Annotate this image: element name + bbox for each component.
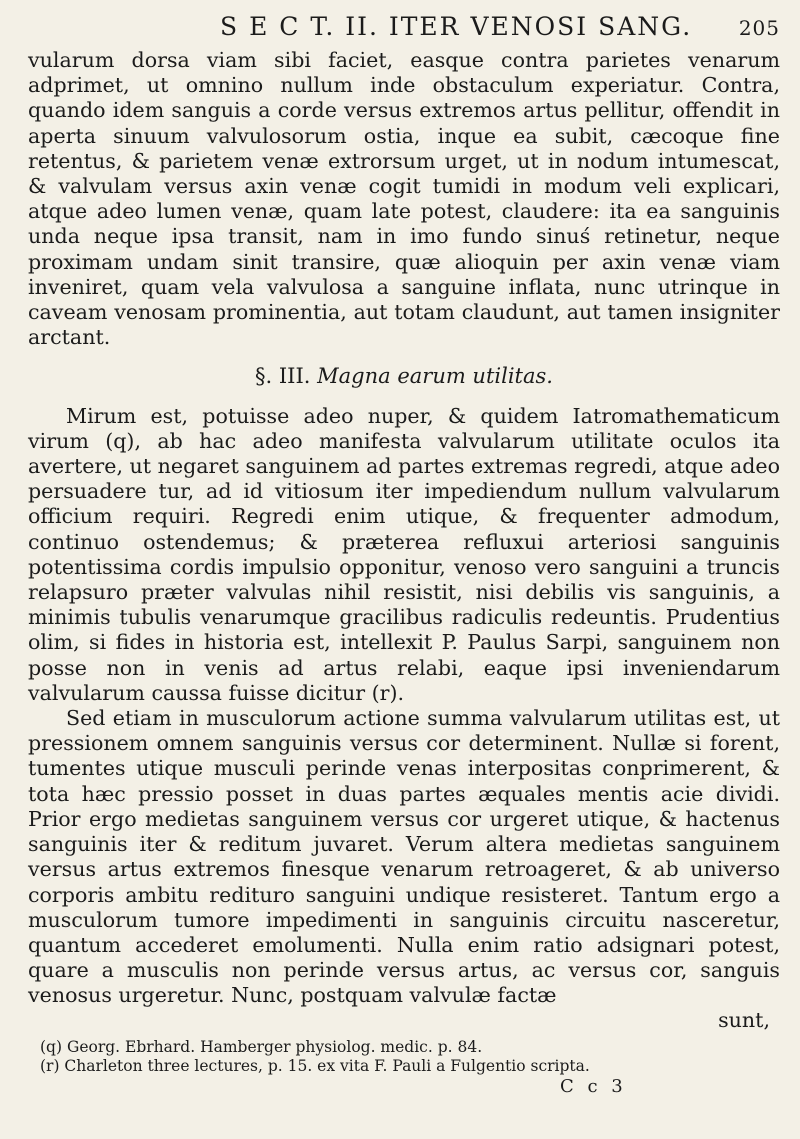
footnote-r: (r) Charleton three lectures, p. 15. ex vita F. Pauli a Fulgentio scripta. [40, 1057, 590, 1075]
main-text [28, 48, 780, 1009]
signature-mark: C c 3 [560, 1076, 627, 1097]
paragraph-1: vularum dorsa viam sibi faciet, easque contra parietes venarum adprimet, ut omnino nullum inde obstaculum experiatur. Contra, quando idem sanguis a corde versus extremos artus pellitur, offendit in aperta sinuum valvulosorum ostia, inque ea subit, cæcoque fine retentus, & parietem venæ extrorsum urget, ut in nodum intumescat, & valvulam versus axin venæ cogit tumidi in modum veli explicari, atque adeo lumen venæ, quam late potest, claudere: ita ea sanguinis unda neque ipsa transit, nam in imo fundo sinuś retinetur, neque proximam undam sinit transire, quæ alioquin per axin venæ viam inveniret, quam vela valvulosa a sanguine inflata, nunc utrinque in caveam venosam prominentia, aut totam claudunt, aut tamen insigniter arctant. [28, 48, 780, 350]
section-heading [28, 364, 780, 389]
footnotes [40, 1038, 780, 1076]
running-head: S E C T. II. ITER VENOSI SANG. [220, 12, 693, 41]
paragraph-2: Mirum est, potuisse adeo nuper, & quidem Iatromathematicum virum (q), ab hac adeo manifesta valvularum utilitate oculos ita avertere, ut negaret sanguinem ad partes extremas regredi, atque adeo persuadere tur, ad id vitiosum iter impediendum nullum valvularum officium requiri. Regredi enim utique, & frequenter admodum, continuo ostendemus; & præterea refluxui arteriosi sanguinis potentissima cordis impulsio opponitur, venoso vero sanguini a truncis relapsuro præter valvulas nihil resistit, nisi debilis vis sanguinis, a minimis tubulis venarumque gracilibus radiculis redeuntis. Prudentius olim, si fides in historia est, intellexit P. Paulus Sarpi, sanguinem non posse non in venis ad artus relabi, eaque ipsi inveniendarum valvularum caussa fuisse dicitur (r). [28, 403, 780, 705]
footnote-q: (q) Georg. Ebrhard. Hamberger physiolog. medic. p. 84. [40, 1038, 483, 1056]
page-number: 205 [738, 16, 780, 40]
catchword: sunt, [718, 1008, 770, 1032]
section-label: §. III. [255, 364, 311, 389]
page-header [220, 12, 780, 52]
section-title: Magna earum utilitas. [317, 364, 553, 389]
paragraph-3: Sed etiam in musculorum actione summa valvularum utilitas est, ut pressionem omnem sanguinis versus cor determinent. Nullæ si forent, tumentes utique musculi perinde venas interpositas conprimerent, & tota hæc pressio posset in duas partes æquales mentis acie dividi. Prior ergo medietas sanguinem versus cor urgeret utique, & hactenus sanguinis iter & reditum juvaret. Verum altera medietas sanguinem versus artus extremos finesque venarum retroageret, & ab universo corporis ambitu redituro sanguini undique resisteret. Tantum ergo a musculorum tumore impedimenti in sanguinis circuitu nasceretur, quantum accederet emolumenti. Nulla enim ratio adsignari potest, quare a musculis non perinde versus artus, ac versus cor, sanguis venosus urgeretur. Nunc, postquam valvulæ factæ [28, 706, 780, 1008]
